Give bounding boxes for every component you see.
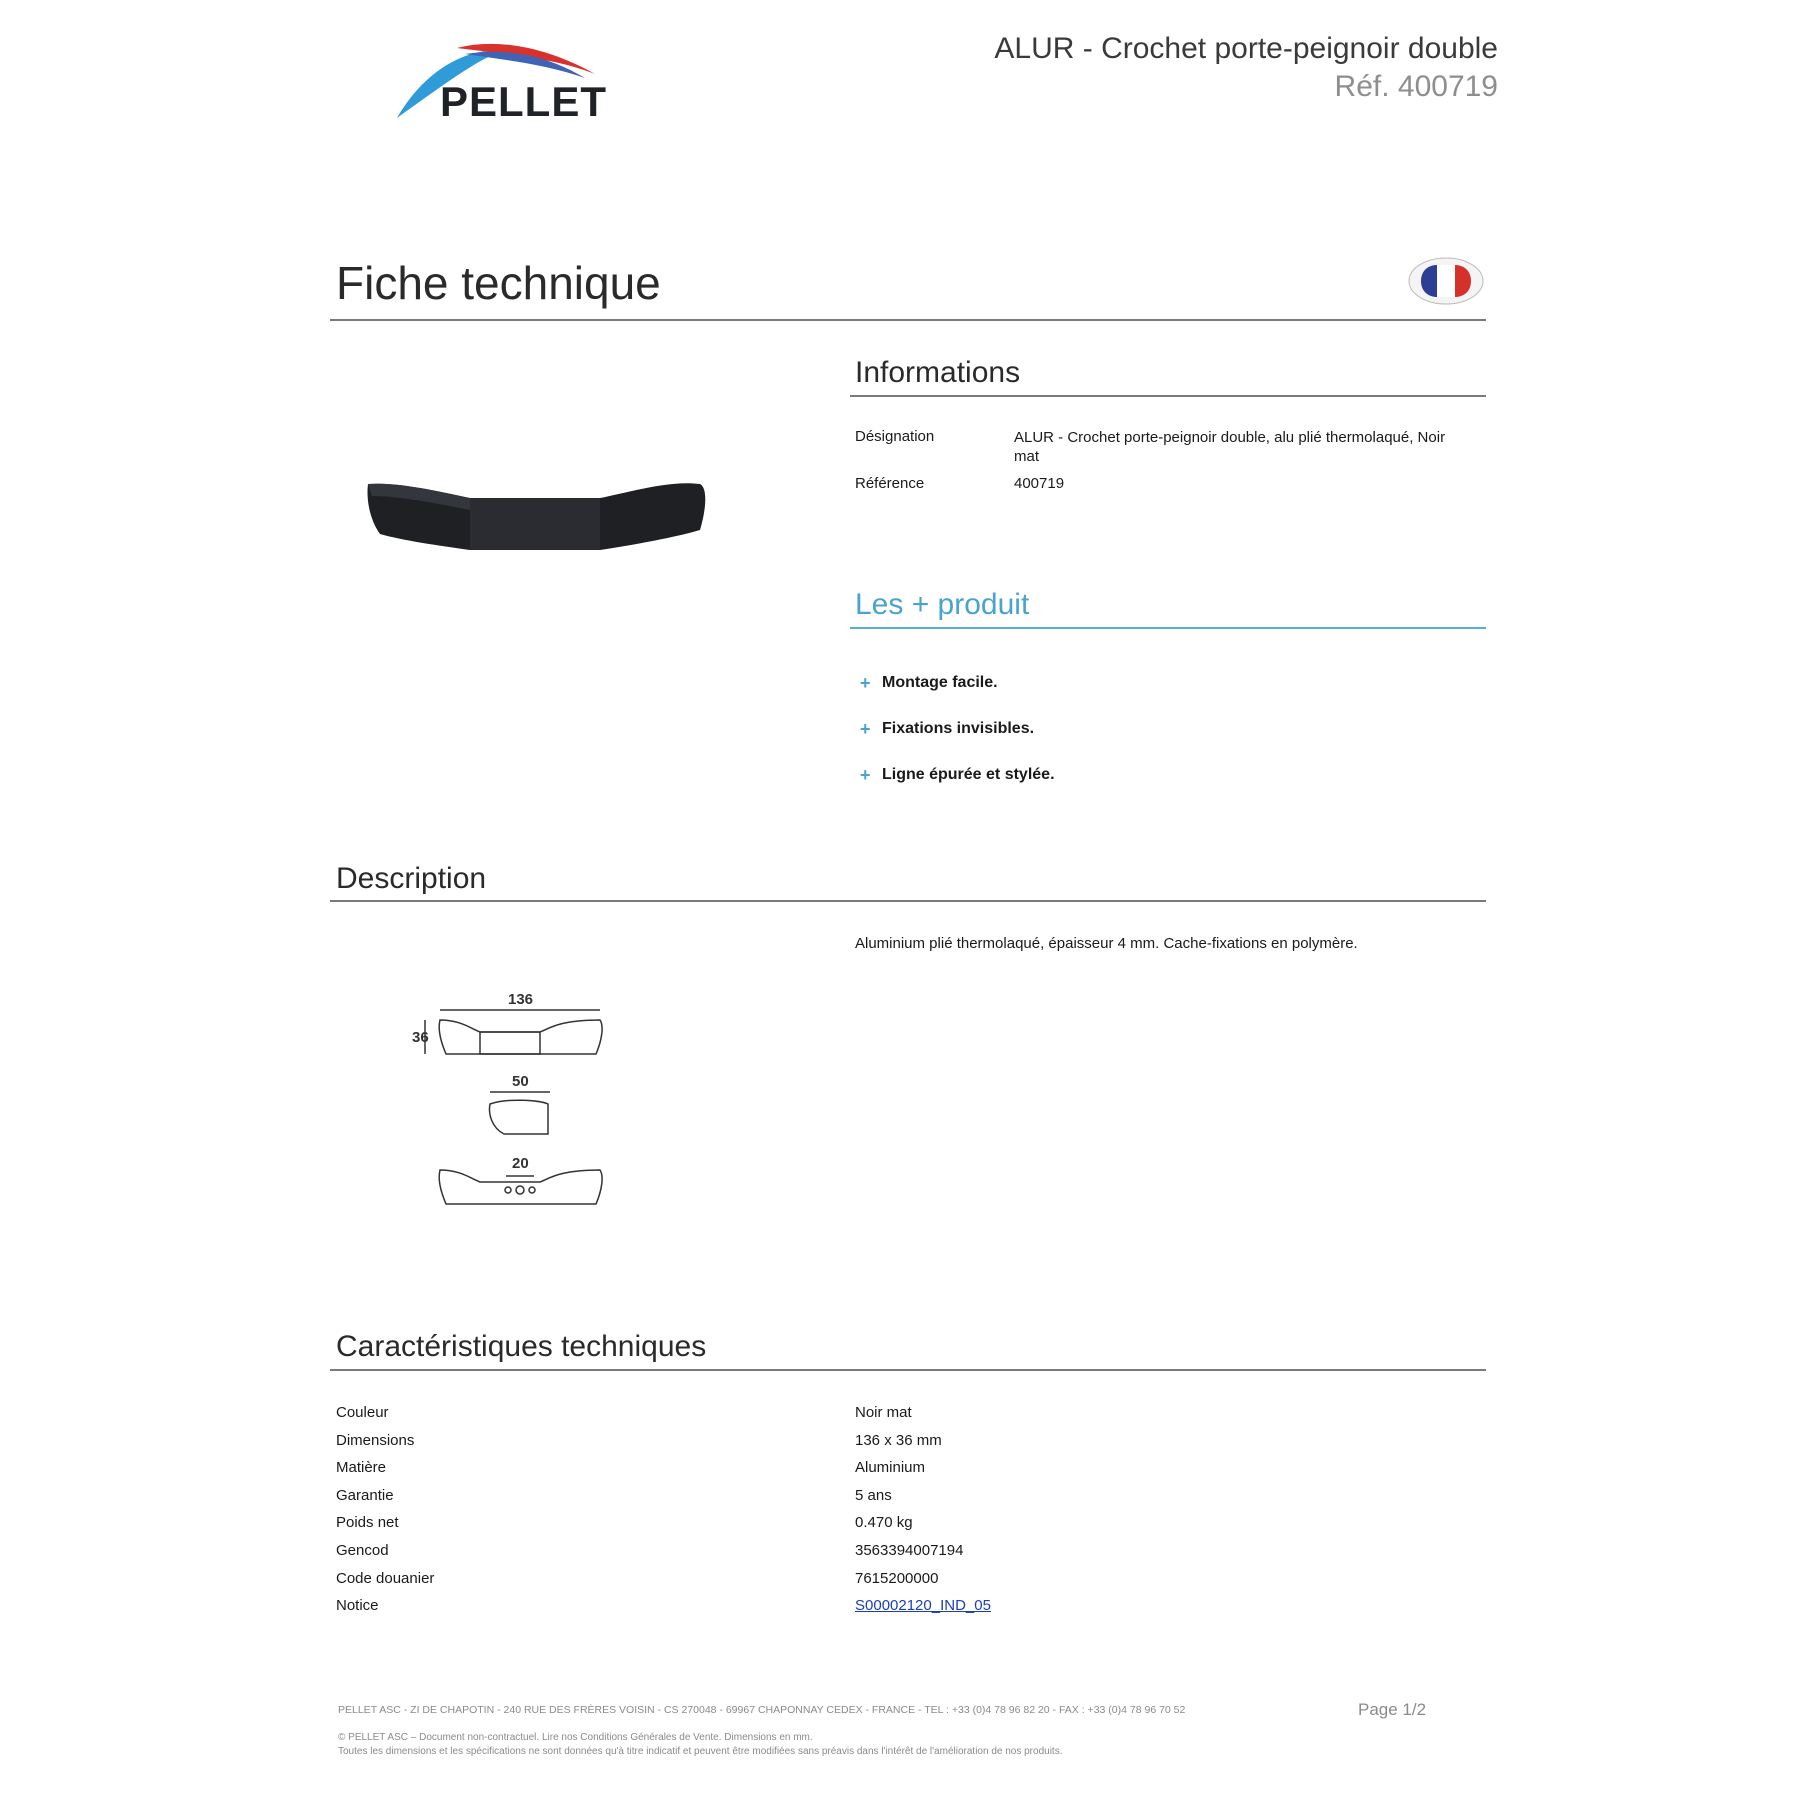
brand-logo-text: PELLET	[440, 78, 608, 125]
spec-value-gencod: 3563394007194	[855, 1542, 964, 1559]
spec-value-code-douanier: 7615200000	[855, 1570, 939, 1587]
footer-copyright: © PELLET ASC – Document non-contractuel. Lire nos Conditions Générales de Vente. Dimensions en mm.	[338, 1732, 813, 1743]
title-rule	[330, 319, 1486, 321]
description-rule	[330, 900, 1486, 902]
plus-produit-heading: Les + produit	[855, 588, 1030, 621]
informations-rule	[850, 395, 1486, 397]
description-heading: Description	[336, 862, 487, 895]
plus-produit-list	[860, 660, 1055, 798]
product-title: ALUR - Crochet porte-peignoir double	[994, 32, 1498, 65]
spec-value-dimensions: 136 x 36 mm	[855, 1432, 942, 1449]
specs-rule	[330, 1369, 1486, 1371]
product-reference: Réf. 400719	[1334, 70, 1498, 103]
page-title: Fiche technique	[336, 257, 661, 309]
list-item: + Fixations invisibles.	[860, 718, 1035, 739]
footer-disclaimer: Toutes les dimensions et les spécifications ne sont données qu'à titre indicatif et peuvent être modifiées sans préavis dans l'intérêt de l'amélioration de nos produits.	[338, 1746, 1063, 1757]
dimension-width: 136	[508, 991, 534, 1008]
specs-heading: Caractéristiques techniques	[336, 1330, 707, 1363]
plus-produit-rule	[850, 627, 1486, 629]
spec-label-matiere: Matière	[336, 1459, 387, 1476]
spec-label-code-douanier: Code douanier	[336, 1570, 435, 1587]
plus-icon: +	[860, 672, 871, 693]
list-item: + Ligne épurée et stylée.	[860, 764, 1055, 785]
plus-icon: +	[860, 764, 871, 785]
fabrication-francaise-badge	[1407, 256, 1485, 306]
dimension-cap: 50	[512, 1073, 529, 1090]
page-number: Page 1/2	[1358, 1700, 1427, 1719]
spec-value-couleur: Noir mat	[855, 1404, 912, 1421]
list-item: + Montage facile.	[860, 672, 998, 693]
spec-value-garantie: 5 ans	[855, 1487, 892, 1504]
product-photo	[360, 470, 710, 570]
description-text: Aluminium plié thermolaqué, épaisseur 4 mm. Cache-fixations en polymère.	[855, 935, 1358, 952]
info-value-reference: 400719	[1014, 475, 1065, 492]
technical-drawing	[410, 980, 610, 1220]
spec-label-couleur: Couleur	[336, 1404, 389, 1421]
spec-label-poids: Poids net	[336, 1514, 399, 1531]
info-label-designation: Désignation	[855, 428, 935, 445]
info-value-designation: ALUR - Crochet porte-peignoir double, alu plié thermolaqué, Noir mat	[1014, 429, 1446, 465]
spec-label-gencod: Gencod	[336, 1542, 389, 1559]
footer-address: PELLET ASC - ZI DE CHAPOTIN - 240 RUE DES FRÈRES VOISIN - CS 270048 - 69967 CHAPONNAY CEDEX - FRANCE - TEL : +33 (0)4 78 96 82 20 - FAX : +33 (0)4 78 96 70 52	[338, 1704, 1186, 1716]
plus-icon: +	[860, 718, 871, 739]
spec-label-notice: Notice	[336, 1597, 379, 1614]
info-label-reference: Référence	[855, 475, 925, 492]
dimension-hole: 20	[512, 1155, 529, 1172]
dimension-height: 36	[412, 1029, 429, 1046]
spec-label-dimensions: Dimensions	[336, 1432, 415, 1449]
spec-value-poids: 0.470 kg	[855, 1514, 913, 1531]
spec-value-matiere: Aluminium	[855, 1459, 926, 1476]
notice-link[interactable]: S00002120_IND_05	[855, 1597, 991, 1614]
spec-label-garantie: Garantie	[336, 1487, 394, 1504]
informations-heading: Informations	[855, 356, 1021, 389]
